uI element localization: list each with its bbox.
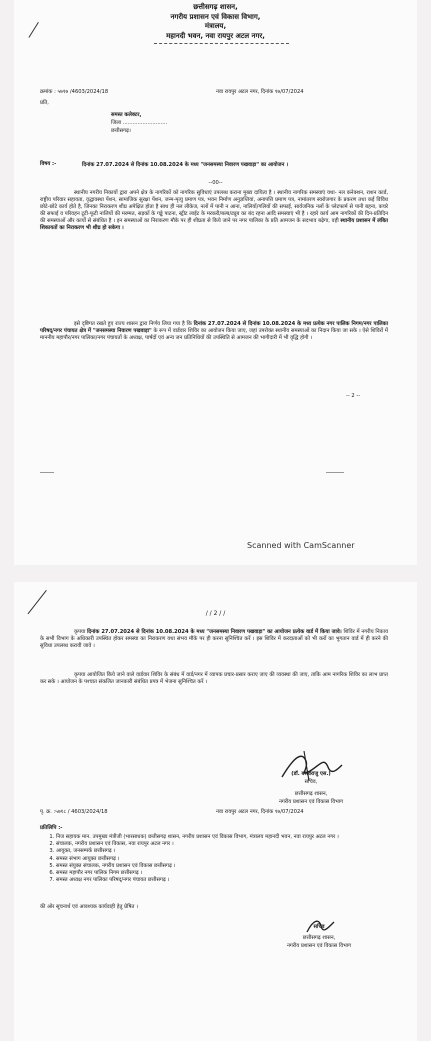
addressee <box>111 111 167 135</box>
p2-paragraph-1-bold: दिनांक 27.07.2024 से दिनांक 10.08.2024 के मध्य "जनसमस्या निवारण पखवाड़ा" का आयोजन प्रत्येक वार्ड में किया जावे। <box>87 629 342 635</box>
signatory-org-line-1: छत्तीसगढ़ शासन, <box>294 791 328 797</box>
addressee-line-1: समस्त कलेक्टर, <box>111 112 142 118</box>
signatory-org-line-2: नगरीय प्रशासन एवं विकास विभाग <box>278 799 344 805</box>
subject-text: दिनांक 27.07.2024 से दिनांक 10.08.2024 के मध्य "जनसमस्या निवारण पखवाड़ा" का आयोजन । <box>82 162 289 168</box>
letterhead-line-2: नगरीय प्रशासन एवं विकास विभाग, <box>170 12 261 21</box>
paragraph-2 <box>40 321 388 342</box>
paragraph-1-text: स्थानीय नगरीय निकायों द्वारा अपने क्षेत्र के नागरिकों को नागरिक सुविधाएं उपलब्ध कराना मुख्य दायित्व है । स्थानीय नागरिक समस्याएं यथा- नल कनेक्शन, राशन कार्ड, राष्ट्रीय परिवार सहायता, वृद्धावस्था पेंशन, सामाजिक सुरक्षा पेंशन, जन्म-मृत्यु प्रमाण पत्र, भवन निर्माण अनुज्ञप्तियां, अनापत्ति प्रमाण पत्र, नामांतरण स्वरोजगार के प्रकरण तथा कई विविध छोटे-छोटे कार्य होते है, जिनका निराकरण शीघ्र अपेक्षित होता है साथ ही नल लीकेज, नलों में पानी न आना, नालियों/गलियों की सफाई, सार्वजनिक नलों के प्लेटफार्म से पानी बहना, कचरे की सफाई व परिवहन टूटी-फूटी नालियों की मरम्मत, सड़कों के गड्ढे पाटना, स्ट्रीट लाईट के मरकरी/बल्ब/ट्यूब का बंद रहना आदि समस्याएं भी है । रहारे कार्य आम नागरिकों की दिन-प्रतिदिन की समस्याओं और कार्यो से संबंधित है । इन समस्याओं का निराकरण मौके पर ही शीघ्रता से किये जाने पर नगर पालिका के प्रति आमजन के सदभाव बढ़ेगा, वही <box>40 190 388 225</box>
copy-list-item: 6. समस्त महापौर नगर पालिक निगम छत्तीसगढ़ । <box>56 870 386 877</box>
signatory-name: (डॉ. बसवराजु एस.) <box>291 771 331 777</box>
letterhead <box>14 3 417 41</box>
paragraph-1 <box>40 190 388 233</box>
page-number: / / 2 / / <box>205 610 226 617</box>
p2-paragraph-2-text: कृपया आयोजित किये जाने वाले वार्डवार शिविर के संबंध में वार्ड/नगर में व्यापक प्रचार-प्रसार कराए जाए की व्यवस्था की जाए, ताकि आम नागरिक शिविर का लाभ प्राप्त कर सके । आयोजन के पश्चात संकलित जानकारी संबंधित प्रपत्र में भेजना सुनिश्चित करें । <box>40 672 388 686</box>
continued-marker: -- 2 -- <box>346 393 361 399</box>
copy-list-item: 1. निज सहायक मान. उपमुख्य मंत्रीजी (भारसाधक) छत्तीसगढ़ शासन, नगरीय प्रशासन एवं विकास विभाग, मंत्रालय महानदी भवन, नवा रायपुर अटल नगर । <box>56 834 386 841</box>
divider-mark: --00-- <box>208 180 223 186</box>
bottom-org <box>254 934 384 950</box>
addressee-line-2: जिला ........................... <box>111 120 168 126</box>
copy-list-item: 4. समस्त संभाग आयुक्त छत्तीसगढ़ । <box>56 856 386 863</box>
margin-mark <box>326 472 344 473</box>
place-date: नवा रायपुर अटल नगर, दिनांक १७/07/2024 <box>216 89 304 95</box>
copy-label: प्रतिलिपि :- <box>40 825 63 831</box>
copy-list-item: 7. समस्त अध्यक्ष नगर पालिका परिषद्/नगर पंचायत छत्तीसगढ़ । <box>56 877 386 884</box>
paragraph-1-bold: स्थानीय प्रशासन में लंबित शिकायतों का निराकरण भी शीघ्र हो सकेगा । <box>40 218 389 232</box>
letter-page-1 <box>14 0 417 565</box>
p2-paragraph-1 <box>40 629 388 650</box>
letterhead-line-3: मंत्रालय, <box>204 22 227 31</box>
subject-label: विषय :- <box>40 161 57 167</box>
paragraph-2-bold: दिनांक 27.07.2024 से दिनांक 10.08.2024 के मध्य प्रत्येक नगर पालिक निगम/नगर पालिका परिषद्/नगर पंचायत क्षेत्र में "जनसमस्या निवारण पखवाड़ा" <box>40 321 388 335</box>
bottom-designation: सचिव <box>313 924 325 930</box>
p2-paragraph-1-lead: कृपया <box>74 629 86 635</box>
letterhead-line-1: छत्तीसगढ़ शासन, <box>193 3 238 11</box>
bottom-org-line-2: नगरीय प्रशासन एवं विकास विभाग <box>286 943 352 949</box>
p2-paragraph-1-rest: शिविर में नगरीय निकाय के सभी विभाग के अधिकारी उपस्थित होकर समस्या का निराकरण यथा संभव मौके पर ही करना सुनिश्चित करें । इस शिविर में करदाताओं को भी करों का भुगतान वार्ड में ही करने की सुविधा उपलब्ध करायी जावे । <box>40 629 388 650</box>
letter-page-2 <box>14 582 417 1041</box>
copy-list-item: 5. समस्त संयुक्त संचालक, नगरीय प्रशासन एवं विकास छत्तीसगढ़ । <box>56 863 386 870</box>
copy-list-item: 2. संचालक, नगरीय प्रशासन एवं विकास, नवा रायपुर अटल नगर । <box>56 841 386 848</box>
copy-closing: की ओर सूचनार्थ एवं आवश्यक कार्यवाही हेतु प्रेषित । <box>40 904 139 910</box>
letterhead-line-4: महानदी भवन, नवा रायपुर अटल नगर, <box>166 31 265 40</box>
endorse-place-date: नवा रायपुर अटल नगर, दिनांक १७/07/2024 <box>216 809 304 815</box>
signatory-org <box>246 790 376 806</box>
signatory-designation: सचिव, <box>304 779 318 785</box>
addressee-line-3: छत्तीसगढ़। <box>111 128 131 134</box>
paragraph-2-rest: के रूप में वार्डवार शिविर का आयोजन किया जाए, जहां उपरोक्त स्थानीय समस्याओं का निदान किया जा सके । ऐसे शिविरों में माननीय महापौर/नगर पालिका/नगर पंचायतों के अध्यक्ष, पार्षदों एवं अन्य जन प्रतिनिधियों की उपस्थिति से आमजन की भागीदारी में भी वृद्धि होगी । <box>40 328 388 342</box>
margin-mark <box>40 472 54 473</box>
ref-number: क्रमांक : ५७१७ /4603/2024/18 <box>40 89 109 95</box>
bottom-org-line-1: छत्तीसगढ़ शासन, <box>302 935 336 941</box>
to-label: प्रति, <box>40 100 49 106</box>
copy-list-item: 3. आयुक्त, जनसम्पर्क छत्तीसगढ़ । <box>56 848 386 855</box>
scan-watermark: Scanned with CamScanner <box>247 541 355 550</box>
paragraph-2-lead: इसे दृष्टिगत रखते हुए राज्य शासन द्वारा निर्णय लिया गया है कि <box>74 321 192 327</box>
endorse-ref: पृ. क्र. :५७१८ / 4603/2024/18 <box>40 809 108 815</box>
copy-list <box>44 834 386 884</box>
letterhead-underline <box>154 43 289 44</box>
p2-paragraph-2 <box>40 672 388 686</box>
